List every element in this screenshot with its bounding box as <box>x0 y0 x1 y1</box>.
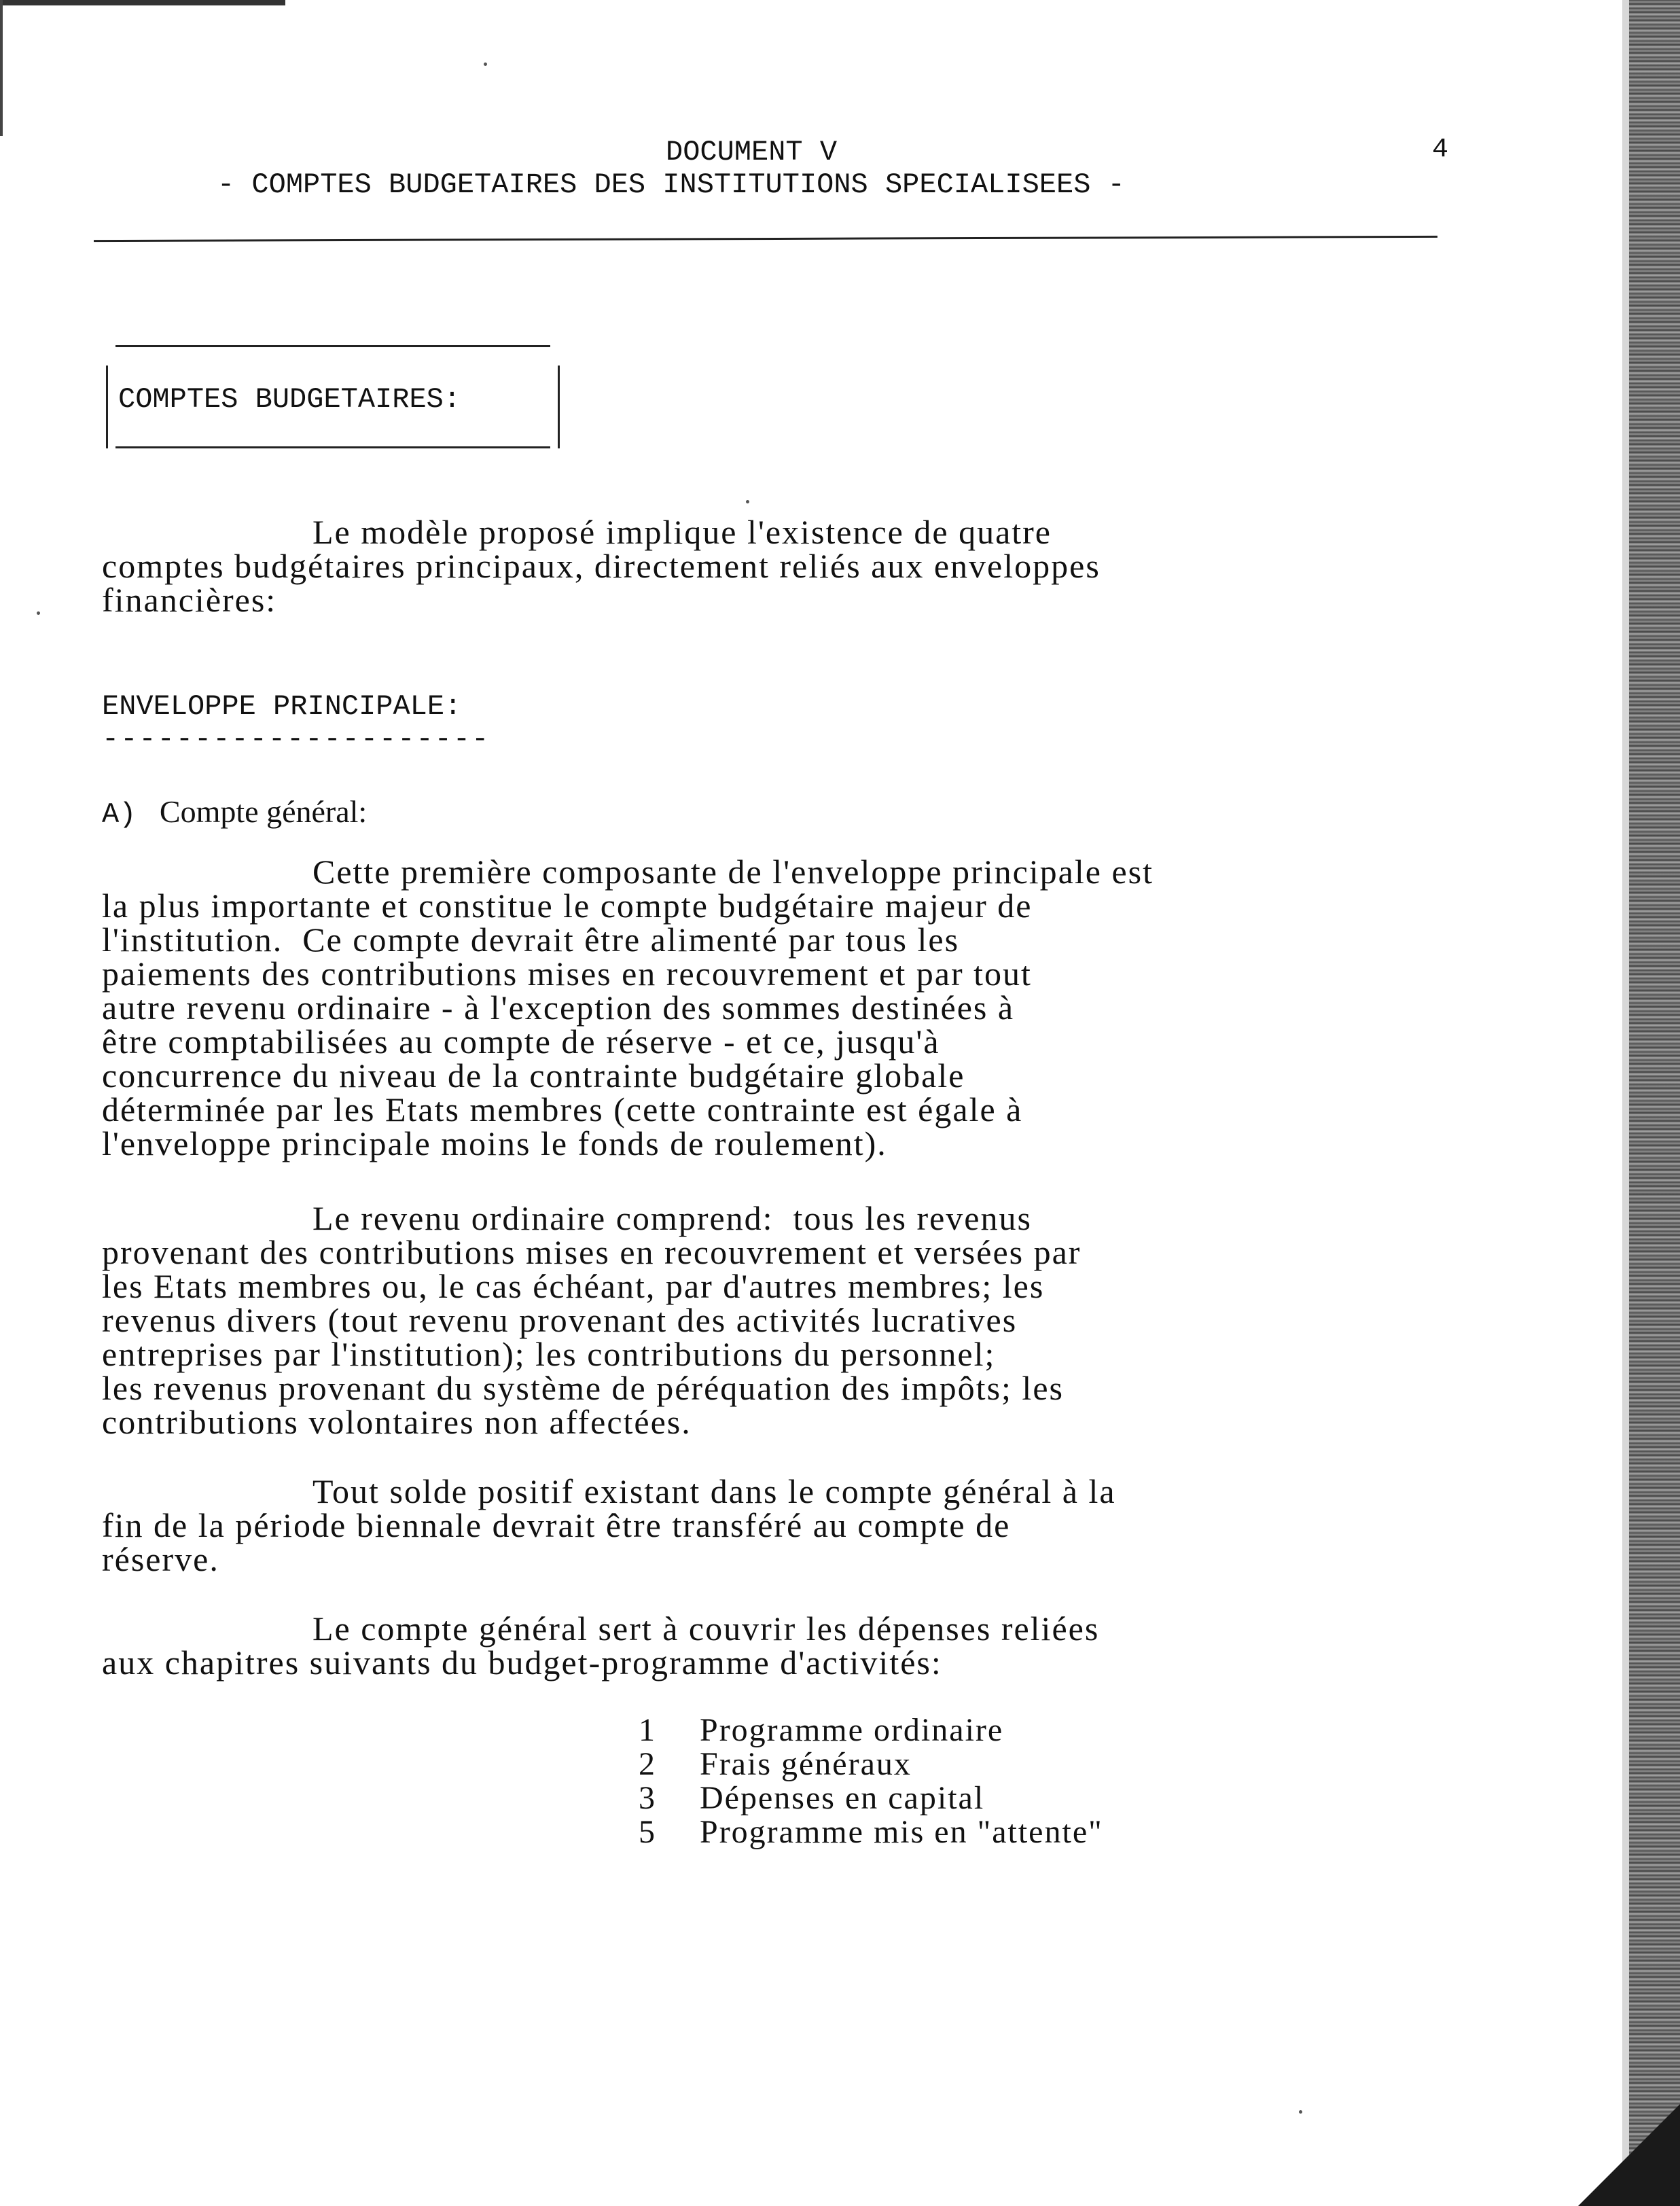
list-item <box>639 1815 1103 1849</box>
scan-speck <box>484 63 487 66</box>
box-top-border <box>115 345 550 347</box>
box-right-border <box>558 366 560 448</box>
list-item <box>639 1781 1103 1815</box>
intro-paragraph <box>102 515 1495 617</box>
body-paragraph <box>102 1474 1495 1576</box>
box-left-border <box>106 366 108 448</box>
chapter-number: 2 <box>639 1746 656 1782</box>
paragraph-line: comptes budgétaires principaux, directement reliés aux enveloppes <box>102 547 1101 585</box>
body-paragraph <box>102 855 1495 1160</box>
chapter-label: Programme mis en "attente" <box>700 1814 1103 1850</box>
paragraph-line: revenus divers (tout revenu provenant des activités lucratives <box>102 1301 1018 1339</box>
scan-edge-right <box>1629 0 1680 2206</box>
subsection-heading <box>102 794 367 831</box>
box-bottom-border <box>115 446 550 448</box>
scan-speck <box>746 500 749 503</box>
box-label: COMPTES BUDGETAIRES: <box>118 383 461 416</box>
paragraph-line: Tout solde positif existant dans le compte général à la <box>312 1472 1116 1510</box>
chapter-label: Programme ordinaire <box>700 1712 1004 1748</box>
paragraph-line: Cette première composante de l'enveloppe principale est <box>312 853 1154 891</box>
subsection-title: Compte général: <box>159 794 368 829</box>
paragraph-line: l'enveloppe principale moins le fonds de roulement). <box>102 1124 887 1162</box>
chapter-number: 3 <box>639 1780 656 1816</box>
header-rule <box>94 236 1437 242</box>
paragraph-line: contributions volontaires non affectées. <box>102 1403 692 1441</box>
paragraph-line: les revenus provenant du système de péréquation des impôts; les <box>102 1369 1064 1407</box>
paragraph-line: être comptabilisées au compte de réserve - et ce, jusqu'à <box>102 1022 940 1061</box>
section-underline: --------------------- <box>102 723 490 755</box>
scan-edge-top <box>0 0 285 5</box>
paragraph-line: la plus importante et constitue le compte budgétaire majeur de <box>102 887 1033 925</box>
chapter-label: Dépenses en capital <box>700 1780 985 1816</box>
paragraph-line: les Etats membres ou, le cas échéant, par d'autres membres; les <box>102 1267 1045 1305</box>
section-box <box>102 345 564 448</box>
list-item <box>639 1747 1103 1781</box>
section-heading: ENVELOPPE PRINCIPALE: <box>102 690 462 723</box>
chapter-number: 5 <box>639 1814 656 1850</box>
scan-edge-left <box>0 0 3 136</box>
page-number: 4 <box>1432 135 1449 165</box>
paragraph-line: fin de la période biennale devrait être transféré au compte de <box>102 1506 1011 1544</box>
paragraph-line: provenant des contributions mises en recouvrement et versées par <box>102 1233 1082 1271</box>
paragraph-line: Le revenu ordinaire comprend: tous les revenus <box>312 1199 1032 1237</box>
scan-speck <box>37 611 40 615</box>
chapter-list <box>639 1713 1103 1849</box>
paragraph-line: Le modèle proposé implique l'existence de quatre <box>312 513 1052 551</box>
paragraph-line: déterminée par les Etats membres (cette contrainte est égale à <box>102 1090 1023 1128</box>
chapter-number: 1 <box>639 1712 656 1748</box>
chapter-label: Frais généraux <box>700 1746 912 1782</box>
scan-speck <box>1299 2110 1302 2114</box>
paragraph-line: aux chapitres suivants du budget-programme d'activités: <box>102 1643 942 1682</box>
page-corner-fold <box>1578 2104 1680 2206</box>
paragraph-line: entreprises par l'institution); les contributions du personnel; <box>102 1335 996 1373</box>
paragraph-line: concurrence du niveau de la contrainte budgétaire globale <box>102 1056 965 1095</box>
paragraph-line: autre revenu ordinaire - à l'exception des sommes destinées à <box>102 989 1015 1027</box>
body-paragraph <box>102 1609 1495 1682</box>
scan-edge-shadow <box>1622 0 1629 2206</box>
body-paragraph <box>102 1201 1495 1439</box>
subsection-letter: A) <box>102 798 137 831</box>
paragraph-line: financières: <box>102 581 277 619</box>
document-subtitle: - COMPTES BUDGETAIRES DES INSTITUTIONS SPECIALISEES - <box>217 168 1125 201</box>
paragraph-line: paiements des contributions mises en recouvrement et par tout <box>102 955 1032 993</box>
paragraph-line: réserve. <box>102 1540 219 1578</box>
document-title: DOCUMENT V <box>666 136 838 168</box>
paragraph-line: Le compte général sert à couvrir les dépenses reliées <box>312 1609 1100 1648</box>
paragraph-line: l'institution. Ce compte devrait être alimenté par tous les <box>102 921 960 959</box>
list-item <box>639 1713 1103 1747</box>
